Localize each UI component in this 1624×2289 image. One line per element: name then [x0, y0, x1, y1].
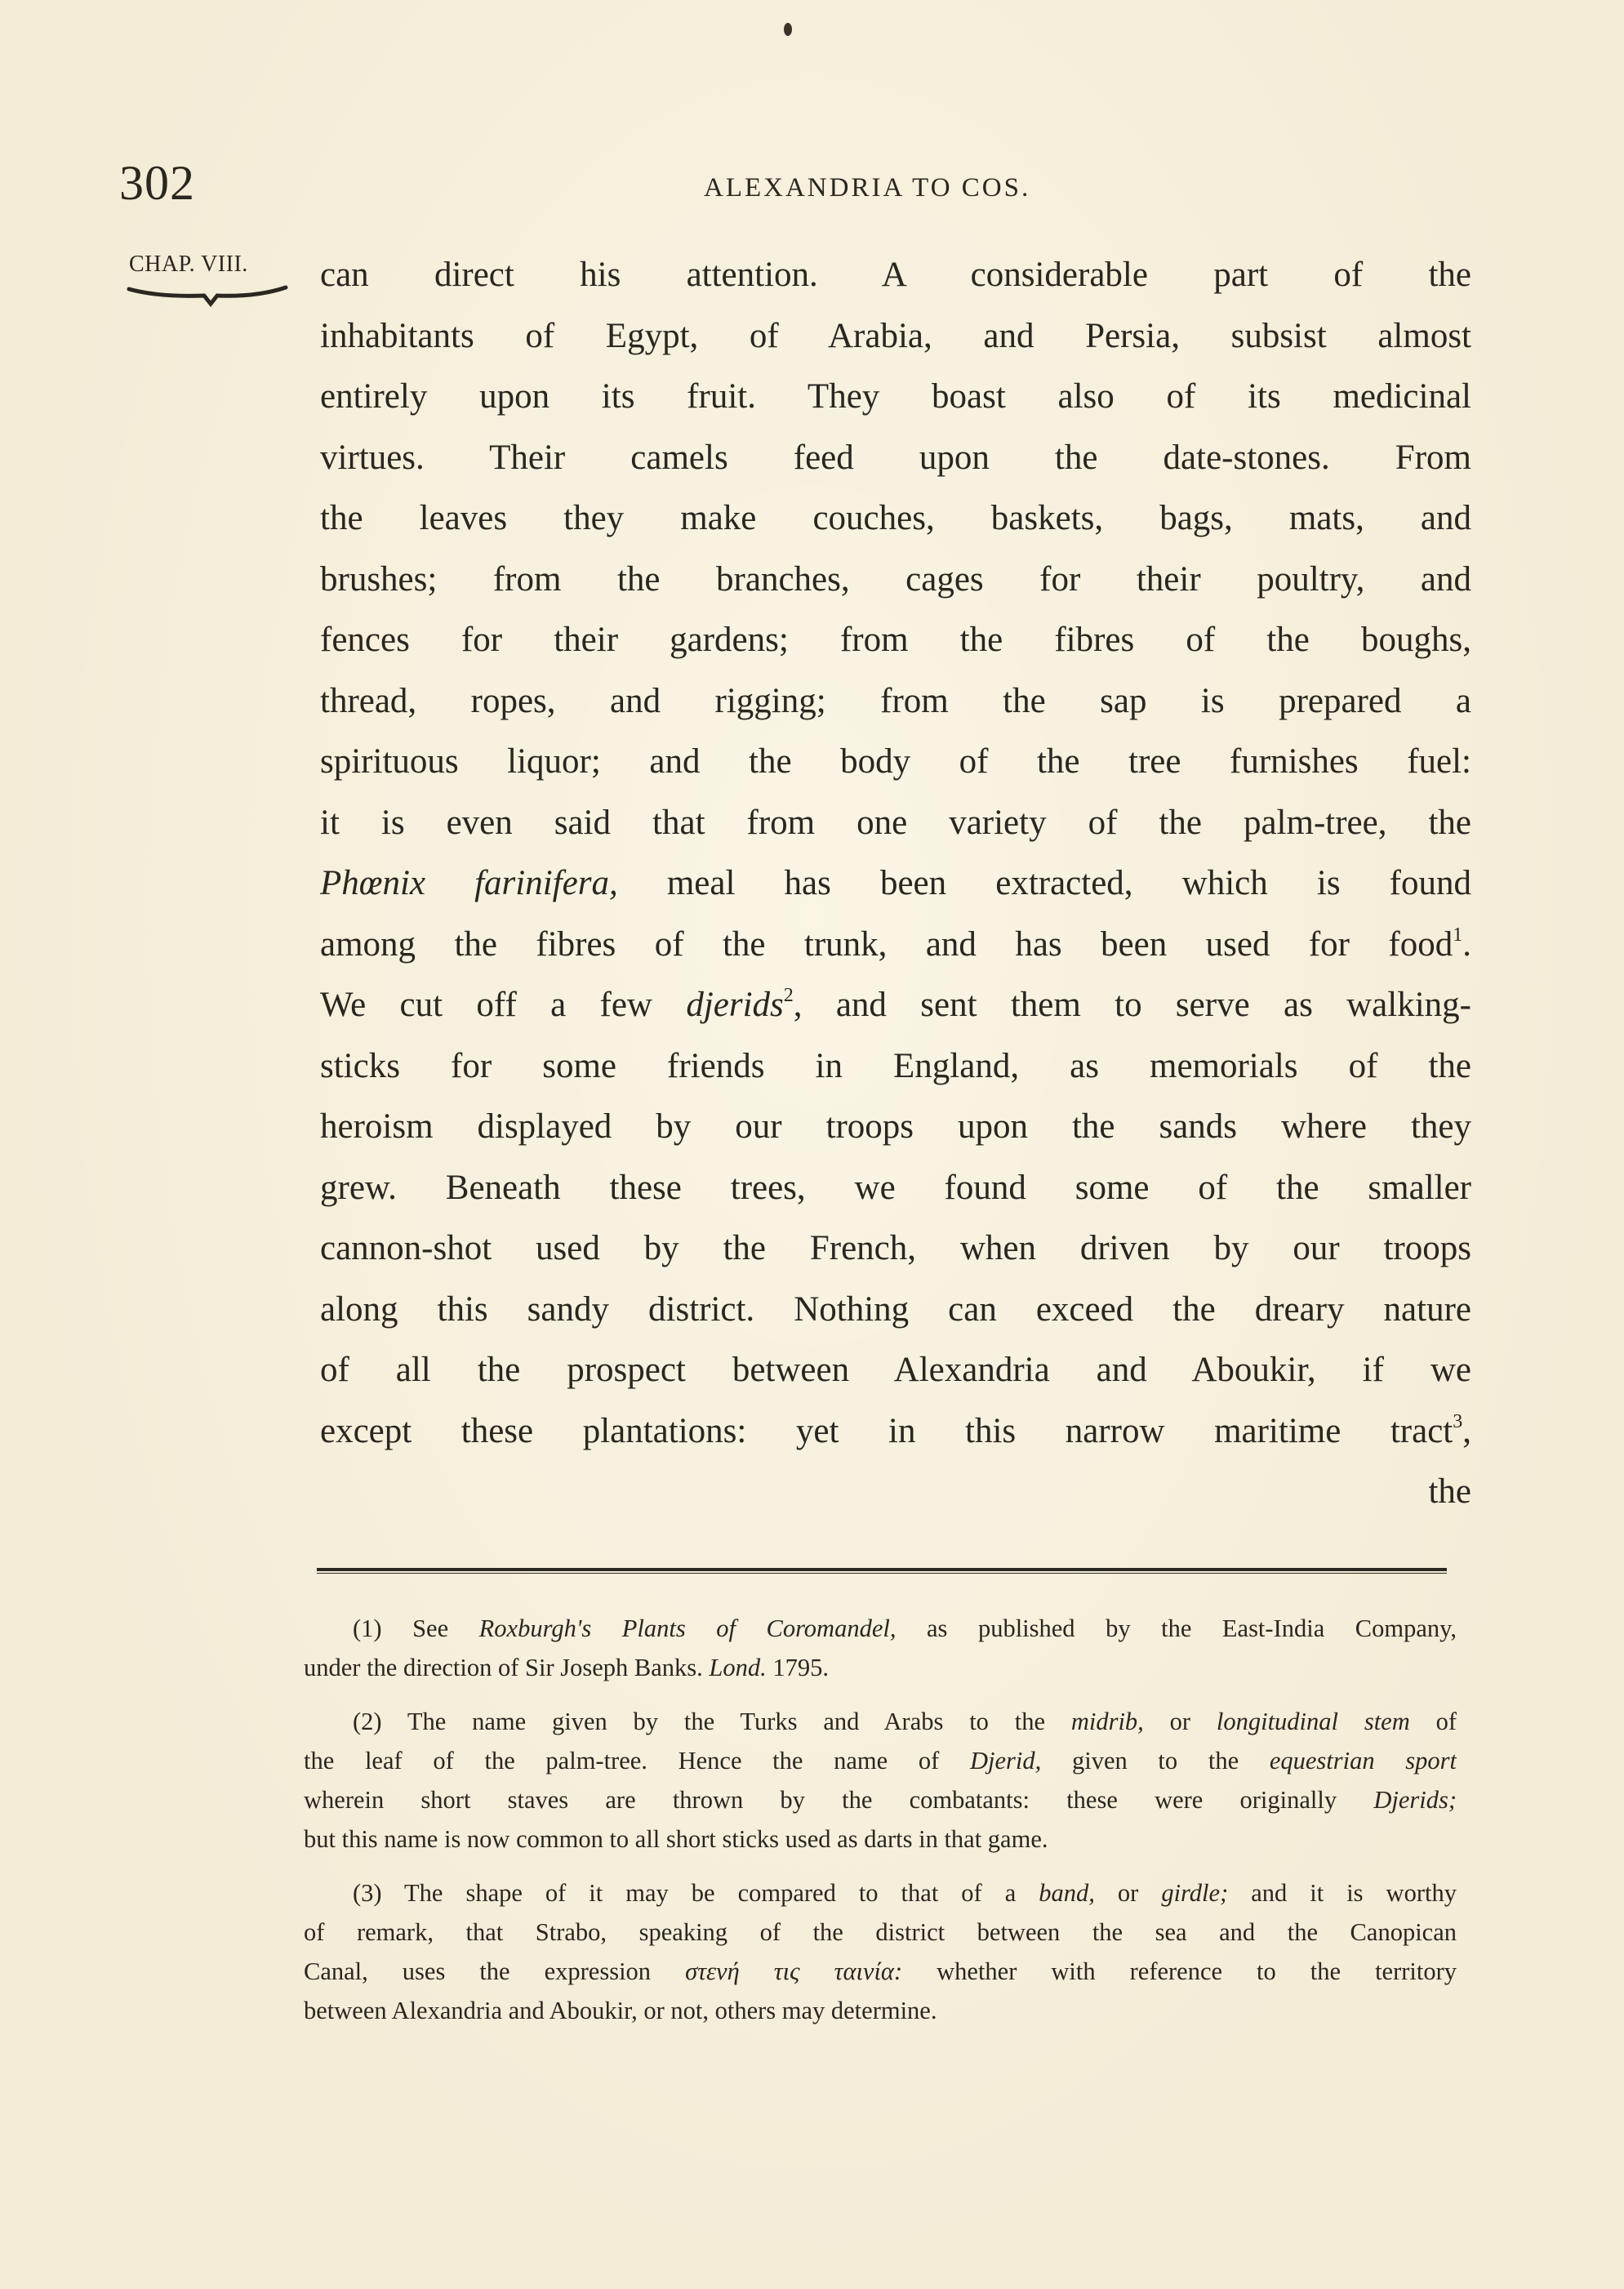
text-line [320, 1158, 1471, 1219]
text-run: 1795. [766, 1654, 829, 1681]
italic-text: Phœnix farinifera, [320, 864, 618, 902]
footnote-marker: 3 [1453, 1410, 1463, 1432]
footnote-line [304, 1741, 1457, 1780]
text-run: or [1143, 1708, 1217, 1735]
text-run: virtues. Their camels feed upon the date-stones. From [320, 438, 1471, 477]
text-run: We cut off a few [320, 986, 687, 1024]
footnote-gap [304, 1687, 1457, 1702]
text-line [320, 853, 1471, 915]
text-line [320, 1340, 1471, 1401]
text-run: heroism displayed by our troops upon the sands where they [320, 1107, 1471, 1146]
chapter-label: CHAP. VIII. [129, 252, 248, 277]
italic-text: Djerid, [970, 1747, 1042, 1775]
chapter-brace-icon [126, 284, 289, 309]
text-line [320, 610, 1471, 671]
text-run: of remark, that Strabo, speaking of the district between the sea and the Canopican [304, 1918, 1457, 1946]
italic-text: band, [1039, 1879, 1095, 1907]
text-line [320, 367, 1471, 428]
text-run: the leaves they make couches, baskets, bags, mats, and [320, 499, 1471, 537]
text-run: among the fibres of the trunk, and has been used for food [320, 924, 1453, 964]
footnotes [304, 1609, 1457, 2030]
text-run: . [1462, 924, 1471, 964]
text-run: along this sandy district. Nothing can exceed the dreary nature [320, 1289, 1471, 1329]
text-line [320, 671, 1471, 733]
italic-text: Lond. [709, 1654, 767, 1681]
text-line [320, 732, 1471, 793]
text-run: meal has been extracted, which is found [617, 864, 1471, 902]
italic-text: Roxburgh's Plants of Coromandel, [478, 1614, 897, 1642]
footnote-line [304, 1702, 1457, 1741]
italic-text: Djerids; [1373, 1786, 1457, 1814]
text-run: , [1462, 1411, 1471, 1450]
text-run: , and sent them to serve as walking- [793, 986, 1471, 1024]
text-run: (1) See [353, 1614, 479, 1642]
text-line [320, 1036, 1471, 1098]
text-line [320, 488, 1471, 550]
text-run: wherein short staves are thrown by the combatants: these were originally [304, 1786, 1374, 1814]
footnote-line [304, 1952, 1457, 1991]
italic-text: midrib, [1070, 1708, 1144, 1735]
text-line [320, 793, 1471, 854]
footnote-marker: 2 [783, 985, 794, 1006]
italic-text: equestrian sport [1269, 1747, 1457, 1775]
text-run: between Alexandria and Aboukir, or not, others may determine. [304, 1997, 937, 2024]
text-run: the leaf of the palm-tree. Hence the name of [304, 1747, 970, 1775]
text-run: Canal, uses the expression [304, 1957, 686, 1985]
footnote-line [304, 1648, 1457, 1687]
text-run: can direct his attention. A considerable part of the [320, 256, 1471, 294]
page-number: 302 [119, 156, 195, 210]
footnote-line [304, 1819, 1457, 1859]
text-run: except these plantations: yet in this narrow maritime tract [320, 1411, 1453, 1450]
text-line [320, 975, 1471, 1036]
text-run: it is even said that from one variety of the palm-tree, the [320, 803, 1471, 842]
text-line [320, 428, 1471, 489]
footnote-line [304, 1609, 1457, 1648]
italic-text: girdle; [1161, 1879, 1229, 1907]
italic-text: στενή τις ταινία: [685, 1957, 903, 1985]
italic-text: longitudinal stem [1216, 1708, 1410, 1735]
text-run: spirituous liquor; and the body of the tree furnishes fuel: [320, 742, 1471, 781]
italic-text: djerids [686, 986, 784, 1024]
ink-mark [784, 23, 792, 36]
text-run: entirely upon its fruit. They boast also of its medicinal [320, 377, 1471, 416]
text-run: under the direction of Sir Joseph Banks. [304, 1654, 710, 1681]
text-line [320, 550, 1471, 611]
text-line [320, 1097, 1471, 1158]
running-head: ALEXANDRIA TO COS. [704, 173, 1031, 203]
text-run: cannon-shot used by the French, when driven by our troops [320, 1229, 1471, 1267]
text-run: but this name is now common to all short sticks used as darts in that game. [304, 1825, 1048, 1853]
text-run: of all the prospect between Alexandria and Aboukir, if we [320, 1351, 1471, 1389]
text-run: inhabitants of Egypt, of Arabia, and Persia, subsist almost [320, 316, 1471, 355]
text-run: (2) The name given by the Turks and Arabs to the [353, 1708, 1071, 1735]
text-line [320, 1218, 1471, 1280]
body-text [320, 245, 1471, 1523]
text-run: (3) The shape of it may be compared to that of a [353, 1879, 1039, 1907]
text-line [320, 1462, 1471, 1523]
footnote-gap [304, 1859, 1457, 1873]
text-line [320, 245, 1471, 306]
text-run: grew. Beneath these trees, we found some of the smaller [320, 1168, 1471, 1207]
text-run: given to the [1041, 1747, 1270, 1775]
text-line [320, 306, 1471, 367]
text-run: of [1409, 1708, 1457, 1735]
footnote-line [304, 1873, 1457, 1913]
footnote-line [304, 1913, 1457, 1952]
text-run: and it is worthy [1228, 1879, 1457, 1907]
text-line [320, 1401, 1471, 1463]
text-run: brushes; from the branches, cages for their poultry, and [320, 559, 1471, 599]
text-run: thread, ropes, and rigging; from the sap is prepared a [320, 681, 1471, 720]
text-run: the [1428, 1472, 1471, 1511]
text-run: or [1094, 1879, 1162, 1907]
text-run: fences for their gardens; from the fibres of the boughs, [320, 621, 1471, 659]
footnote-line [304, 1780, 1457, 1819]
footnote-line [304, 1991, 1457, 2030]
text-run: whether with reference to the territory [902, 1957, 1457, 1985]
text-run: as published by the East-India Company, [896, 1614, 1457, 1642]
text-line [320, 1280, 1471, 1341]
text-run: sticks for some friends in England, as memorials of the [320, 1046, 1471, 1085]
footnote-rule [317, 1568, 1447, 1574]
footnote-marker: 1 [1453, 924, 1463, 946]
text-line [320, 915, 1471, 976]
